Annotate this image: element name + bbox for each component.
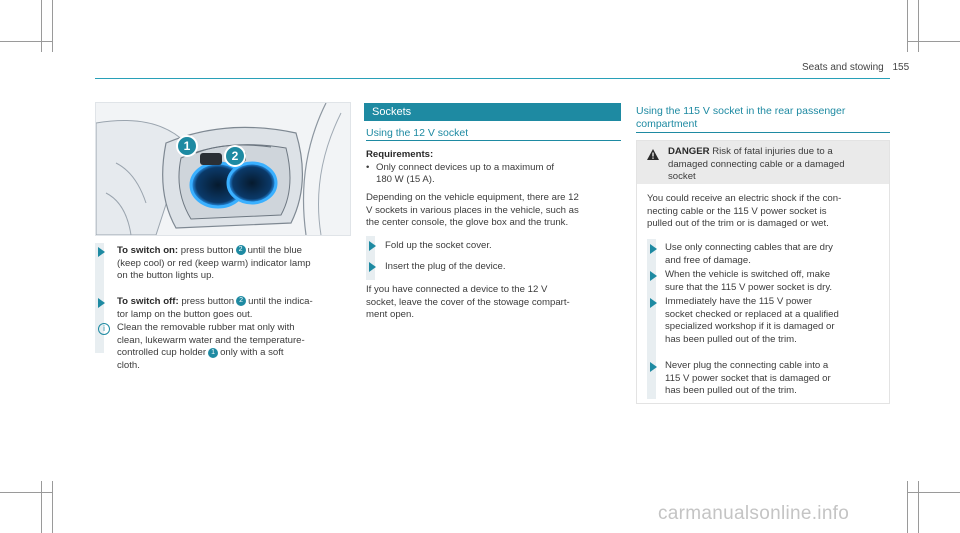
step-line: and free of damage. [665, 254, 751, 266]
step-line: has been pulled out of the trim. [665, 333, 797, 345]
danger-line: Risk of fatal injuries due to a [712, 146, 833, 157]
crop-mark [41, 0, 42, 52]
cup-holder-1-marker: 1 [208, 348, 218, 358]
crop-mark [52, 0, 53, 52]
step-text: (keep cool) or red (keep warm) indicator lamp [117, 257, 311, 269]
note-text: clean, lukewarm water and the temperature- [117, 334, 305, 346]
header-rule [95, 78, 890, 79]
step-line: When the vehicle is switched off, make [665, 269, 831, 280]
requirements-title: Requirements: [366, 149, 434, 160]
note-text: Clean the removable rubber mat only with [117, 322, 295, 333]
step-arrow-icon [98, 298, 105, 308]
socket-step-2: Insert the plug of the device. [385, 261, 506, 272]
switch-on-step [117, 245, 357, 283]
step-text: until the blue [247, 245, 302, 256]
requirements-block [366, 149, 624, 187]
danger-line: damaged connecting cable or a damaged [668, 158, 845, 170]
crop-mark [907, 492, 960, 493]
subsection-title [636, 105, 891, 130]
step-arrow-icon [650, 298, 657, 308]
running-header [802, 62, 909, 73]
step-text: press button [180, 245, 234, 256]
page-number: 155 [892, 62, 910, 73]
cup-holder-illustration [95, 102, 351, 236]
step-line: Use only connecting cables that are dry [665, 242, 833, 253]
watermark: carmanualsonline.info [658, 503, 850, 524]
danger-step-3 [665, 296, 887, 346]
para-line: V sockets in various places in the vehicle, such as [366, 204, 579, 216]
requirement-text: Only connect devices up to a maximum of [376, 161, 555, 173]
body-line: pulled out of the trim or is damaged or wet. [647, 218, 829, 230]
title-line: Using the 115 V socket in the rear passenger [636, 105, 846, 117]
danger-body [647, 193, 887, 231]
subsection-rule [636, 132, 890, 133]
stowage-paragraph [366, 284, 624, 322]
button-2-marker: 2 [236, 245, 246, 255]
crop-mark [918, 0, 919, 52]
subsection-title: Using the 12 V socket [366, 127, 469, 139]
section-name: Seats and stowing [802, 62, 884, 73]
note-text: cloth. [117, 359, 140, 371]
crop-mark [41, 481, 42, 533]
step-arrow-icon [369, 241, 376, 251]
step-arrow-icon [650, 271, 657, 281]
crop-mark [918, 481, 919, 533]
step-arrow-icon [369, 262, 376, 272]
info-icon: i [98, 323, 110, 335]
crop-mark [0, 41, 52, 42]
step-text: press button [181, 296, 235, 307]
danger-step-1 [665, 242, 887, 267]
crop-mark [52, 481, 53, 533]
cup-holder-drawing [96, 103, 350, 235]
socket-step-1: Fold up the socket cover. [385, 240, 492, 251]
danger-step-4 [665, 360, 887, 398]
step-arrow-icon [650, 244, 657, 254]
step-line: Never plug the connecting cable into a [665, 360, 829, 371]
para-line: socket, leave the cover of the stowage compart- [366, 296, 570, 308]
step-title: To switch off: [117, 296, 179, 307]
step-line: socket checked or replaced at a qualified [665, 308, 839, 320]
note-text: only with a soft [220, 347, 284, 359]
step-text: on the button lights up. [117, 270, 215, 282]
step-line: specialized workshop if it is damaged or [665, 321, 835, 333]
bullet-icon: • [366, 161, 370, 173]
para-line: ment open. [366, 309, 415, 321]
crop-mark [907, 481, 908, 533]
callout-1: 1 [176, 135, 198, 157]
danger-warning-box [636, 140, 890, 404]
danger-step-2 [665, 269, 887, 294]
step-line: Immediately have the 115 V power [665, 296, 813, 307]
step-line: has been pulled out of the trim. [665, 385, 797, 397]
crop-mark [907, 41, 960, 42]
title-line: compartment [636, 117, 698, 130]
step-title: To switch on: [117, 245, 179, 256]
sockets-paragraph [366, 192, 624, 230]
body-line: You could receive an electric shock if the con- [647, 193, 842, 204]
step-bar [647, 239, 656, 399]
body-line: necting cable or the 115 V power socket is [647, 205, 827, 217]
note-text: controlled cup holder [117, 347, 207, 359]
switch-off-step [117, 296, 357, 321]
para-line: the center console, the glove box and the trunk. [366, 217, 569, 229]
callout-2: 2 [224, 145, 246, 167]
step-arrow-icon [650, 362, 657, 372]
cleaning-note [117, 322, 357, 372]
button-2-marker: 2 [236, 296, 246, 306]
crop-mark [0, 492, 52, 493]
subsection-rule [366, 140, 621, 141]
danger-text [668, 146, 888, 184]
danger-label: DANGER [668, 146, 710, 157]
step-arrow-icon [98, 247, 105, 257]
step-line: 115 V power socket that is damaged or [665, 372, 831, 384]
step-text: until the indica- [248, 296, 313, 307]
step-text: tor lamp on the button goes out. [117, 308, 253, 320]
warning-triangle-icon [647, 149, 659, 160]
para-line: If you have connected a device to the 12 V [366, 284, 548, 295]
requirement-text: 180 W (15 A). [376, 174, 435, 186]
danger-line: socket [668, 171, 696, 183]
section-title-bar: Sockets [364, 103, 621, 121]
para-line: Depending on the vehicle equipment, there are 12 [366, 192, 579, 203]
crop-mark [907, 0, 908, 52]
step-line: sure that the 115 V power socket is dry. [665, 281, 833, 293]
